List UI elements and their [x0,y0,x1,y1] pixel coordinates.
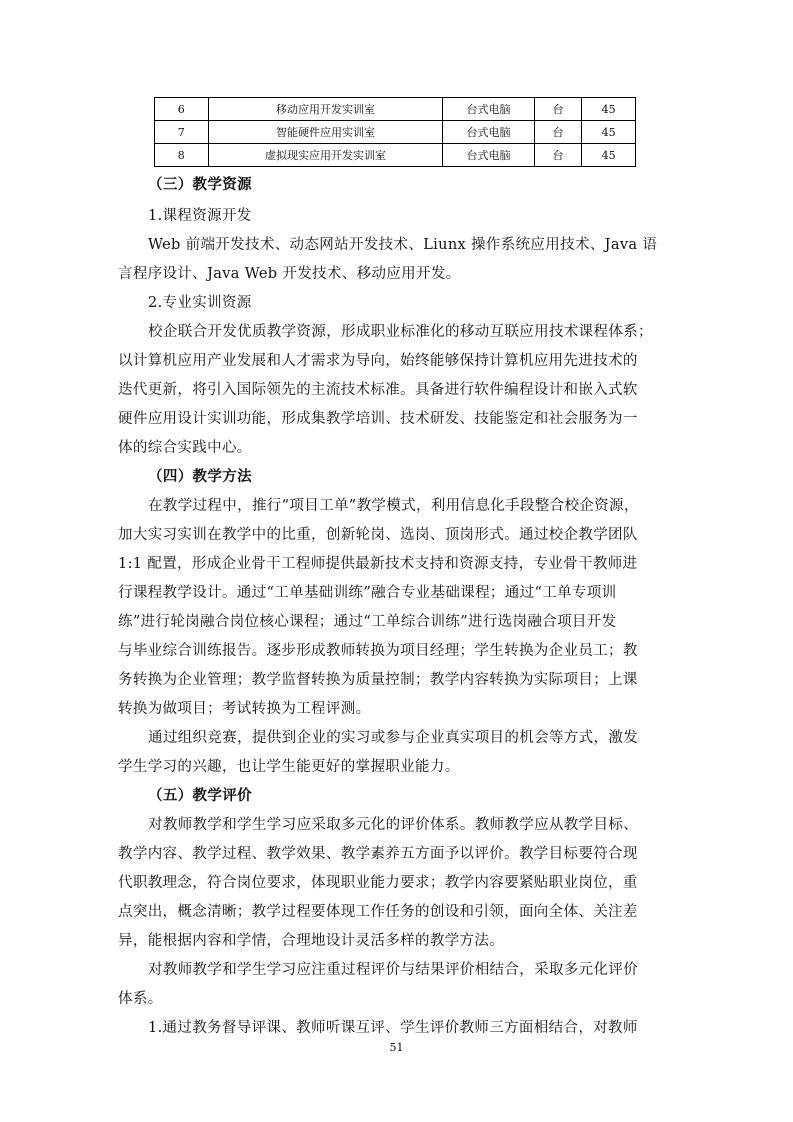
paragraph-line: 转换为做项目；考试转换为工程评测。 [118,701,371,717]
paragraph-line: 以计算机应用产业发展和人才需求为导向，始终能够保持计算机应用先进技术的 [118,353,638,369]
paragraph-line: Web 前端开发技术、动态网站开发技术、Liunx 操作系统应用技术、Java 语 [148,237,658,253]
paragraph-line: 对教师教学和学生学习应采取多元化的评价体系。教师教学应从教学目标、 [148,817,639,833]
table-row [155,121,636,144]
cell-unit: 台 [534,121,582,144]
cell-index: 6 [155,98,209,121]
cell-lab-name: 移动应用开发实训室 [208,98,443,121]
paragraph-line: 点突出，概念清晰；教学过程要体现工作任务的创设和引领，面向全体、关注差 [118,904,638,920]
paragraph-line: 在教学过程中，推行“项目工单”教学模式，利用信息化手段整合校企资源， [148,498,639,514]
paragraph-line: 对教师教学和学生学习应注重过程评价与结果评价相结合，采取多元化评价 [148,962,639,978]
cell-quantity: 45 [582,121,636,144]
table-row [155,144,636,167]
cell-equipment: 台式电脑 [443,121,534,144]
cell-unit: 台 [534,144,582,167]
cell-lab-name: 虚拟现实应用开发实训室 [208,144,443,167]
paragraph-line: 练”进行轮岗融合岗位核心课程；通过“工单综合训练”进行选岗融合项目开发 [118,614,617,630]
cell-equipment: 台式电脑 [443,144,534,167]
paragraph-line: 硬件应用设计实训功能，形成集教学培训、技术研发、技能鉴定和社会服务为一 [118,411,638,427]
paragraph-line: 学生学习的兴趣，也让学生能更好的掌握职业能力。 [118,759,460,775]
section-heading: （三）教学资源 [148,176,252,193]
cell-index: 8 [155,144,209,167]
paragraph-line: 教学内容、教学过程、教学效果、教学素养五方面予以评价。教学目标要符合现 [118,846,638,862]
cell-lab-name: 智能硬件应用实训室 [208,121,443,144]
paragraph-line: 校企联合开发优质教学资源，形成职业标准化的移动互联应用技术课程体系； [148,324,653,340]
subsection-heading: 1.课程资源开发 [148,208,252,224]
paragraph-line: 体系。 [118,991,163,1007]
section-heading: （五）教学评价 [148,787,252,804]
cell-index: 7 [155,121,209,144]
paragraph-line: 代职教理念，符合岗位要求，体现职业能力要求；教学内容要紧贴职业岗位，重 [118,875,638,891]
equipment-table [154,97,636,167]
page-number: 51 [389,1041,404,1054]
paragraph-line: 通过组织竞赛，提供到企业的实习或参与企业真实项目的机会等方式，激发 [148,730,639,746]
cell-quantity: 45 [582,98,636,121]
paragraph-line: 迭代更新，将引入国际领先的主流技术标准。具备进行软件编程设计和嵌入式软 [118,382,638,398]
paragraph-line: 务转换为企业管理；教学监督转换为质量控制；教学内容转换为实际项目；上课 [118,672,638,688]
paragraph-line: 体的综合实践中心。 [118,440,252,456]
section-heading: （四）教学方法 [148,468,252,485]
cell-unit: 台 [534,98,582,121]
cell-equipment: 台式电脑 [443,98,534,121]
cell-quantity: 45 [582,144,636,167]
table-row [155,98,636,121]
paragraph-line: 加大实习实训在教学中的比重，创新轮岗、选岗、顶岗形式。通过校企教学团队 [118,527,638,543]
paragraph-line: 1:1 配置，形成企业骨干工程师提供最新技术支持和资源支持，专业骨干教师进 [118,556,638,572]
paragraph-line: 1.通过教务督导评课、教师听课互评、学生评价教师三方面相结合，对教师 [148,1020,638,1036]
paragraph-line: 言程序设计、Java Web 开发技术、移动应用开发。 [118,266,461,282]
paragraph-line: 行课程教学设计。通过“工单基础训练”融合专业基础课程；通过“工单专项训 [118,585,617,601]
subsection-heading: 2.专业实训资源 [148,295,252,311]
paragraph-line: 与毕业综合训练报告。逐步形成教师转换为项目经理；学生转换为企业员工；教 [118,643,638,659]
paragraph-line: 异，能根据内容和学情，合理地设计灵活多样的教学方法。 [118,933,505,949]
